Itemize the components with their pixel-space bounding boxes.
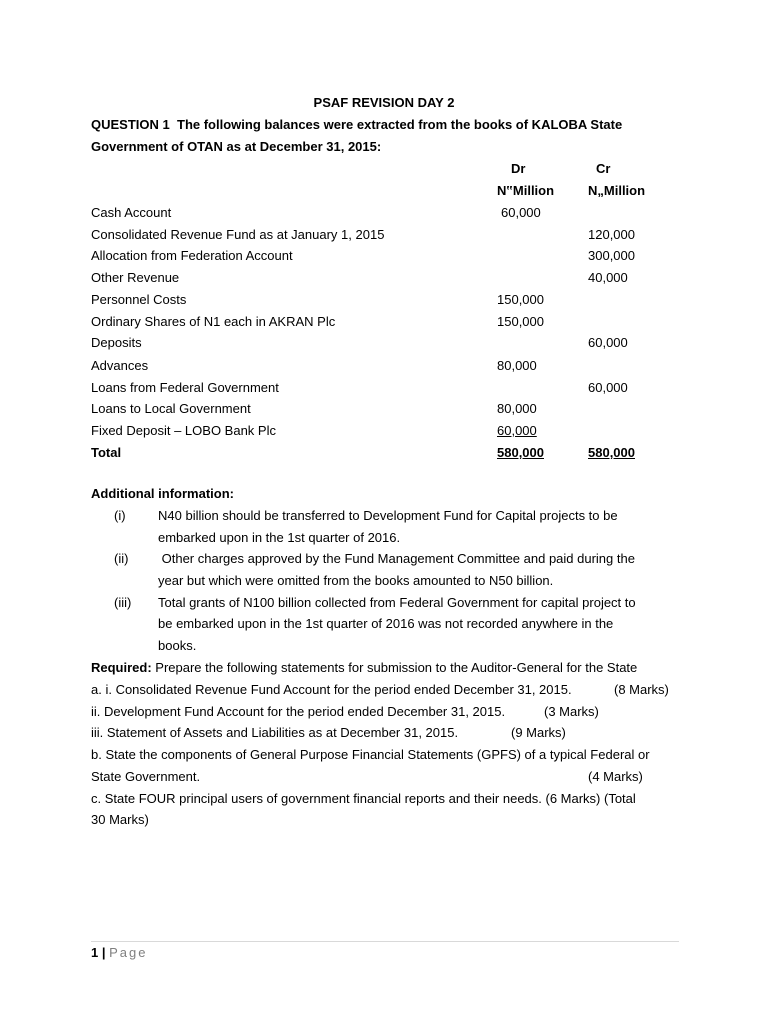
additional-item-text: N40 billion should be transferred to Development Fund for Capital projects to be [158,508,618,523]
table-row-cr: 120,000 [588,227,635,242]
page-title: PSAF REVISION DAY 2 [313,95,455,110]
page-footer [91,945,148,960]
table-row-dr: 150,000 [497,292,544,307]
required-a-ii: ii. Development Fund Account for the period ended December 31, 2015. [91,704,506,719]
required-a-iii-marks: (9 Marks) [511,725,566,740]
additional-heading: Additional information: [91,486,234,501]
table-row-cr: 300,000 [588,248,635,263]
total-dr: 580,000 [497,445,544,460]
required-label: Required: [91,660,152,675]
cr-unit: N„Million [588,183,646,198]
dr-header: Dr [511,161,526,176]
additional-item-text: be embarked upon in the 1st quarter of 2016 was not recorded anywhere in the [158,616,614,631]
table-row-account: Consolidated Revenue Fund as at January 1, 2015 [91,227,385,242]
footer-separator: | [101,945,106,960]
additional-item-text: year but which were omitted from the books amounted to N50 billion. [158,573,554,588]
table-row-account: Personnel Costs [91,292,187,307]
table-row-cr: 40,000 [588,270,628,285]
required-b-marks: (4 Marks) [588,769,643,784]
dr-unit: N‟Million [497,183,555,198]
required-c-line2: 30 Marks) [91,812,149,827]
page-label: Page [109,945,148,960]
table-row-account: Ordinary Shares of N1 each in AKRAN Plc [91,314,336,329]
additional-item-text: books. [158,638,197,653]
table-row-cr: 60,000 [588,335,628,350]
table-row-dr: 60,000 [497,423,537,438]
additional-item-number: (ii) [114,551,129,566]
cr-header: Cr [596,161,611,176]
required-b-line1: b. State the components of General Purpose Financial Statements (GPFS) of a typical Federal or [91,747,650,762]
additional-item-text: embarked upon in the 1st quarter of 2016. [158,530,401,545]
additional-item-text: Total grants of N100 billion collected from Federal Government for capital project to [158,595,636,610]
table-row-cr: 60,000 [588,380,628,395]
footer-divider [91,941,679,942]
table-row-account: Deposits [91,335,142,350]
required-a-i: a. i. Consolidated Revenue Fund Account for the period ended December 31, 2015. [91,682,572,697]
table-row-account: Cash Account [91,205,172,220]
page-number: 1 [91,945,99,960]
table-row-account: Other Revenue [91,270,180,285]
required-intro: Prepare the following statements for submission to the Auditor-General for the State [151,660,638,675]
table-row-account: Fixed Deposit – LOBO Bank Plc [91,423,276,438]
table-row-dr: 60,000 [501,205,541,220]
total-label: Total [91,445,122,460]
table-row-account: Allocation from Federation Account [91,248,293,263]
question-label: QUESTION 1 [91,117,170,132]
additional-item-number: (i) [114,508,126,523]
required-a-ii-marks: (3 Marks) [544,704,599,719]
required-a-i-marks: (8 Marks) [614,682,669,697]
table-row-account: Loans from Federal Government [91,380,279,395]
required-a-iii: iii. Statement of Assets and Liabilities as at December 31, 2015. [91,725,459,740]
table-row-account: Loans to Local Government [91,401,251,416]
table-row-account: Advances [91,358,149,373]
required-b-line2: State Government. [91,769,201,784]
question-text-line1: The following balances were extracted from the books of KALOBA State [177,117,623,132]
required-c-line1: c. State FOUR principal users of government financial reports and their needs. (6 Marks) (Total [91,791,636,806]
table-row-dr: 80,000 [497,358,537,373]
total-cr: 580,000 [588,445,635,460]
table-row-dr: 150,000 [497,314,544,329]
additional-item-number: (iii) [114,595,132,610]
required-line [91,660,637,676]
question-text-line2: Government of OTAN as at December 31, 2015: [91,139,382,154]
table-row-dr: 80,000 [497,401,537,416]
additional-item-text: Other charges approved by the Fund Management Committee and paid during the [158,551,635,566]
